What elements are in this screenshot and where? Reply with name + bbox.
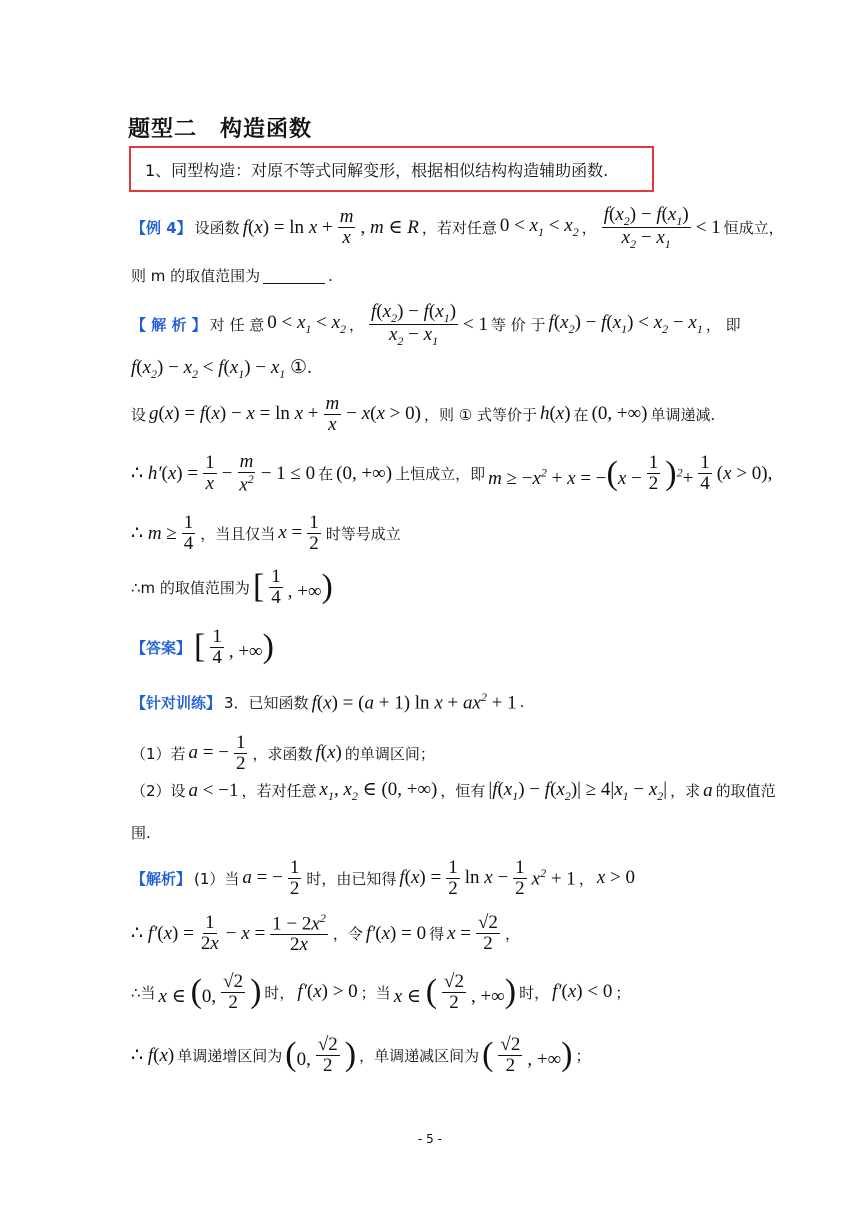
training-part1: （1）若 a = − $\frac{1}{2}$ ，求函数 f(x) 的单调区间； (131, 732, 435, 774)
section-heading: 题型二 构造函数 (128, 117, 313, 142)
training-line1: 【针对训练】 3．已知函数 f(x) = (a + 1) $\ln x + ax^2 + 1$ . (131, 690, 525, 714)
answer-line: 【答案】 [ $\frac{1}{4}$ , +∞) (131, 626, 274, 668)
example4-line2: 则 m 的取值范围为 . (131, 266, 333, 285)
solution-line4: ∴ h′(x) = $\frac{1}{x}$ − $\frac{m}{x^2}$ − 1 ≤ 0 在 (0, +∞) 上恒成立，即 $m \ge -x^2 + x = -(x$ − $\frac{1}{2}$ )$^2$+ $\frac{1}{4}$ (x > 0), (131, 451, 773, 496)
solution2-line2: ∴ f′(x) = $\frac{1}{2x}$ − x = $\frac{1 - 2x^2}{2x}$ ，令 f′(x) = 0 得 x = $\frac{√2}{2}$ ， (131, 911, 520, 956)
training-part2-end: 围. (131, 824, 151, 842)
example4-line1: 【例 4】 设函数 f(x) = ln x + $\frac{m}{x}$ , m ∈ R ，若对任意 $0 < x_1 < x_2$ ， $\frac{f(x_2) - f(x_1)}{x_2 - x_1}$ < 1 恒成立， (131, 204, 784, 252)
solution2-line1: 【解析】 (1）当 a = − $\frac{1}{2}$ 时，由已知得 f(x) = $\frac{1}{2}$ ln x − $\frac{1}{2}$ $x^2 + 1$ ， x > 0 (131, 857, 635, 899)
solution-line6: ∴m 的取值范围为 [ $\frac{1}{4}$ , +∞) (131, 566, 333, 608)
example4-tag: 【例 4】 (131, 219, 192, 238)
solution2-line4: ∴ f(x) 单调递增区间为 (0, $\frac{√2}{2}$ ) ，单调递减区间为 ( $\frac{√2}{2}$ , +∞) ； (131, 1034, 591, 1076)
answer-blank (263, 267, 325, 284)
method-box (129, 146, 654, 192)
solution2-line3: ∴当 x ∈ (0, $\frac{√2}{2}$ ) 时， f′(x) > 0 ；当 x ∈ ( $\frac{√2}{2}$ , +∞) 时， f′(x) < 0 ； (131, 971, 631, 1013)
solution-line2: $f(x_2) - x_2 < f(x_1) - x_1$ ①. (131, 357, 312, 381)
method-box-text: 1、同型构造：对原不等式同解变形，根据相似结构构造辅助函数. (145, 160, 609, 180)
solution-line1: 【 解 析 】 对 任 意 $0 < x_1 < x_2$ ， $\frac{f(x_2) - f(x_1)}{x_2 - x_1}$ < 1 等 价 于 $f(x_2) - f(x_1) < x_2 - x_1$ ， 即 (131, 301, 741, 349)
solution-line3: 设 g(x) = f(x) − x = ln x + $\frac{m}{x}$ − x(x > 0) ，则 ① 式等价于 h(x) 在 (0, +∞) 单调递减. (131, 393, 716, 435)
page-number: - 5 - (418, 1132, 442, 1146)
solution-line5: ∴ m ≥ $\frac{1}{4}$ ，当且仅当 x = $\frac{1}{2}$ 时等号成立 (131, 512, 401, 554)
training-part2: （2）设 a < −1 ，若对任意 $x_1$, $x_2$ ∈ (0, +∞) ，恒有 $|f(x_1) - f(x_2)| \ge 4|x_1 - x_2|$ ，求 a 的取值范 (131, 778, 776, 803)
